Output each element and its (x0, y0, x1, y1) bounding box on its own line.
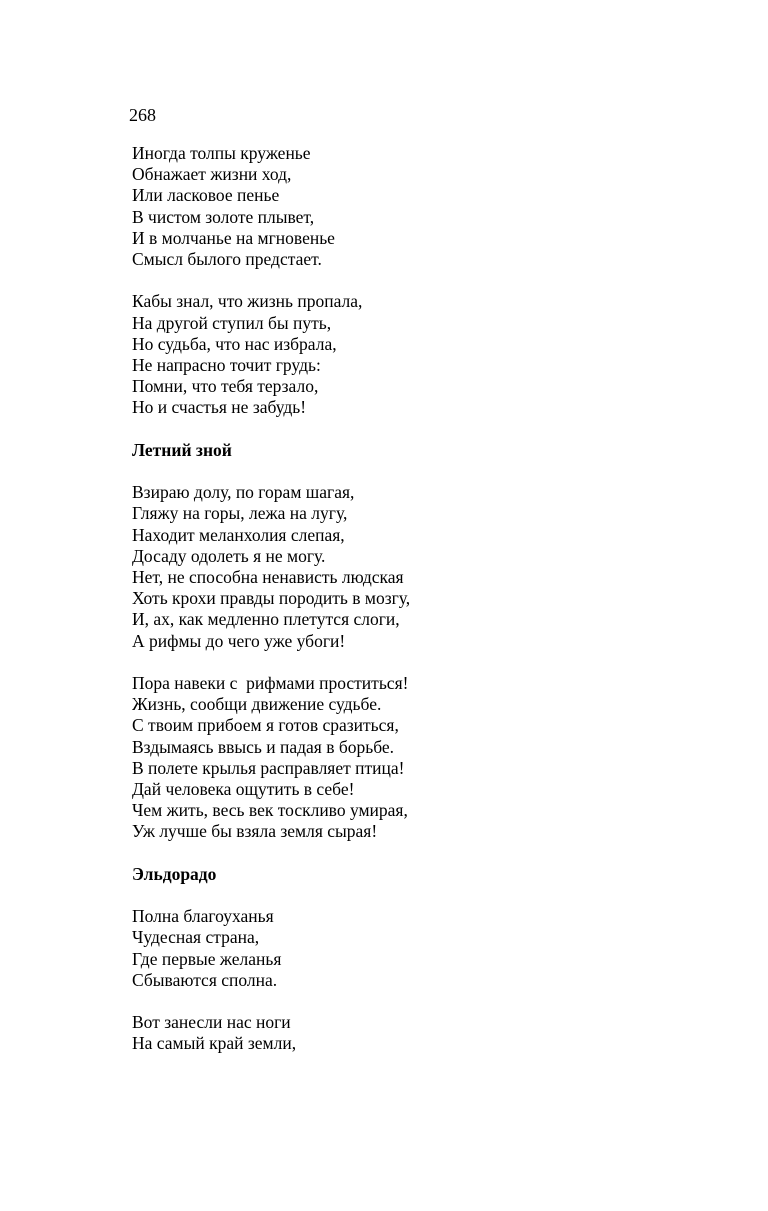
poem-line: Находит меланхолия слепая, (132, 524, 345, 545)
poem-line: Взираю долу, по горам шагая, (132, 482, 355, 503)
poem-line: Хоть крохи правды породить в мозгу, (132, 588, 411, 609)
page-number: 268 (129, 105, 156, 125)
poem3-stanza-2 (132, 1012, 732, 1054)
poem-line: И в молчанье на мгновенье (132, 227, 335, 248)
poem-line: Не напрасно точит грудь: (132, 355, 321, 376)
poem-line: Полна благоуханья (132, 906, 274, 927)
poem-line: А рифмы до чего уже убоги! (132, 630, 346, 651)
poem-line: Пора навеки с рифмами проститься! (132, 673, 409, 694)
poem-line: Нет, не способна ненависть людская (132, 567, 404, 588)
poem-line: На другой ступил бы путь, (132, 312, 332, 333)
poem-line: Иногда толпы круженье (132, 143, 311, 163)
poem-line: Чем жить, весь век тоскливо умирая, (132, 800, 408, 821)
poem-title: Летний зной (132, 439, 232, 460)
poem-line: И, ах, как медленно плетутся слоги, (132, 609, 400, 630)
poem-line: В чистом золоте плывет, (132, 206, 315, 227)
poem-line: В полете крылья расправляет птица! (132, 757, 405, 778)
poem-line: Чудесная страна, (132, 927, 260, 948)
poem-line: Или ласковое пенье (132, 185, 280, 206)
poem-line: Досаду одолеть я не могу. (132, 545, 326, 566)
poem-title: Эльдорадо (132, 863, 217, 884)
poem-line: Помни, что тебя терзало, (132, 376, 319, 397)
poem-line: Но судьба, что нас избрала, (132, 333, 337, 354)
poem-line: Где первые желанья (132, 948, 282, 969)
poem-line: Сбываются сполна. (132, 969, 278, 990)
poem-line: Жизнь, сообщи движение судьбе. (132, 694, 382, 715)
poem-line: Дай человека ощутить в себе! (132, 779, 355, 800)
poem-line: Кабы знал, что жизнь пропала, (132, 291, 363, 312)
poem2-stanza-2 (132, 673, 732, 843)
poem-line: Вздымаясь ввысь и падая в борьбе. (132, 736, 395, 757)
poem1-stanza-2 (132, 291, 732, 418)
poem-line: Гляжу на горы, лежа на лугу, (132, 503, 348, 524)
poem-line: Вот занесли нас ноги (132, 1012, 291, 1033)
page-text (132, 143, 732, 1076)
poem1-stanza-1 (132, 143, 732, 270)
poem3-stanza-1 (132, 906, 732, 991)
poem-line: С твоим прибоем я готов сразиться, (132, 715, 399, 736)
poem-line: Смысл былого предстает. (132, 249, 322, 270)
poem-line: Но и счастья не забудь! (132, 397, 307, 418)
poem-line: На самый край земли, (132, 1033, 297, 1054)
poem2-stanza-1 (132, 482, 732, 652)
poem-line: Обнажает жизни ход, (132, 164, 292, 185)
poem-line: Уж лучше бы взяла земля сырая! (132, 821, 378, 842)
